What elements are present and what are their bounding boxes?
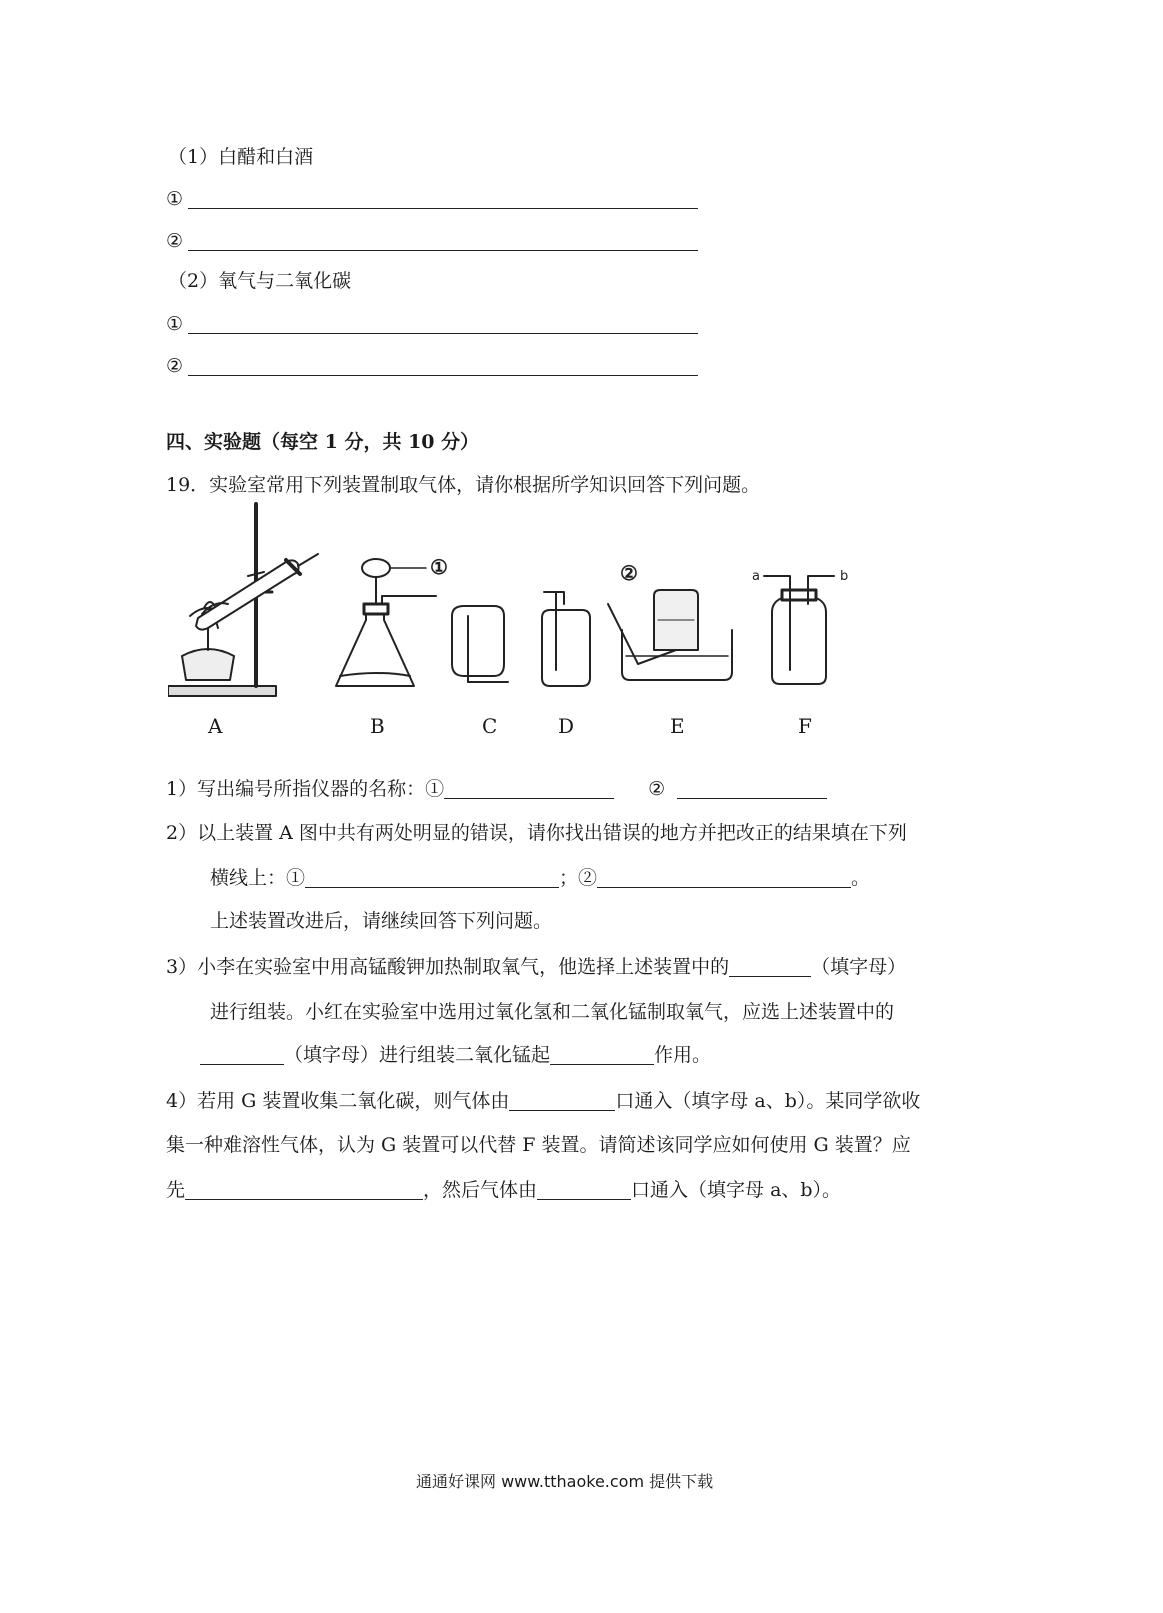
apparatus-f-gas-bottle bbox=[764, 576, 834, 684]
answer-line-q1-2[interactable] bbox=[188, 250, 698, 251]
part-2-text-b: ；② bbox=[559, 867, 598, 889]
apparatus-b-conical-flask bbox=[336, 559, 436, 686]
part-4-text-b: 口通入（填字母 a、b）。某同学欲收 bbox=[615, 1090, 921, 1112]
answer-line-q2-1[interactable] bbox=[188, 333, 698, 334]
part-2-line-3: 上述装置改进后，请继续回答下列问题。 bbox=[210, 910, 553, 932]
answer-blank-4-1[interactable] bbox=[509, 1110, 615, 1111]
part-4-text-e: 口通入（填字母 a、b）。 bbox=[631, 1179, 842, 1201]
section-heading: 四、实验题（每空 1 分，共 10 分） bbox=[166, 431, 480, 453]
answer-blank-3-2[interactable] bbox=[200, 1064, 284, 1065]
part-3-text-c: （填字母）进行组装二氧化锰起 bbox=[284, 1044, 551, 1066]
part-1-mark-2: ② bbox=[648, 778, 666, 800]
figure-label-d: D bbox=[558, 714, 575, 738]
part-2-text-a: 横线上：① bbox=[210, 867, 306, 889]
part-4-text-a: 4）若用 G 装置收集二氧化碳，则气体由 bbox=[166, 1090, 510, 1112]
answer-blank-3-3[interactable] bbox=[550, 1064, 654, 1065]
answer-mark-2: ② bbox=[166, 230, 184, 252]
port-b-label: b bbox=[840, 569, 849, 584]
part-2-line-1: 2）以上装置 A 图中共有两处明显的错误，请你找出错误的地方并把改正的结果填在下列 bbox=[166, 822, 907, 844]
apparatus-d-gas-jar bbox=[542, 592, 590, 686]
figure-label-a: A bbox=[208, 714, 223, 738]
apparatus-figure bbox=[168, 500, 868, 740]
part-3-text-a: 3）小李在实验室中用高锰酸钾加热制取氧气，他选择上述装置中的 bbox=[166, 956, 730, 978]
answer-blank-4-3[interactable] bbox=[537, 1199, 631, 1200]
figure-label-c: C bbox=[482, 714, 498, 738]
answer-blank-2-1[interactable] bbox=[305, 887, 559, 888]
apparatus-e-water-trough bbox=[608, 590, 732, 680]
part-2-text-c: 。 bbox=[851, 867, 871, 889]
figure-callout-2: ② bbox=[620, 561, 638, 585]
part-3-text-b: （填字母） bbox=[811, 956, 907, 978]
part-1 bbox=[166, 780, 827, 799]
question-19: 19．实验室常用下列装置制取气体，请你根据所学知识回答下列问题。 bbox=[166, 474, 761, 496]
apparatus-c-gas-jar bbox=[452, 606, 508, 682]
answer-line-q2-2[interactable] bbox=[188, 375, 698, 376]
apparatus-a-heating-setup bbox=[168, 504, 318, 696]
answer-line-q1-1[interactable] bbox=[188, 208, 698, 209]
answer-blank-1-1[interactable] bbox=[444, 798, 614, 799]
part-4-text-d: ，然后气体由 bbox=[423, 1179, 538, 1201]
figure-label-e: E bbox=[670, 714, 685, 738]
answer-mark-1: ① bbox=[166, 313, 184, 335]
figure-label-b: B bbox=[370, 714, 385, 738]
q2-title: （2）氧气与二氧化碳 bbox=[168, 270, 352, 292]
part-3-line-3 bbox=[200, 1046, 711, 1065]
part-3-line-1 bbox=[166, 958, 906, 977]
part-4-text-c: 先 bbox=[166, 1179, 186, 1201]
answer-mark-2: ② bbox=[166, 355, 184, 377]
q1-title: （1）白醋和白酒 bbox=[168, 146, 314, 168]
part-4-line-3 bbox=[166, 1181, 841, 1200]
part-4-line-1 bbox=[166, 1092, 920, 1111]
port-a-label: a bbox=[752, 569, 760, 584]
answer-blank-1-2[interactable] bbox=[677, 798, 827, 799]
part-4-line-2: 集一种难溶性气体，认为 G 装置可以代替 F 装置。请简述该同学应如何使用 G 装置？应 bbox=[166, 1134, 911, 1156]
answer-blank-4-2[interactable] bbox=[185, 1199, 423, 1200]
answer-mark-1: ① bbox=[166, 188, 184, 210]
page-footer: 通通好课网 www.tthaoke.com 提供下载 bbox=[416, 1472, 714, 1491]
part-2-line-2 bbox=[210, 869, 870, 888]
part-3-line-2: 进行组装。小红在实验室中选用过氧化氢和二氧化锰制取氧气，应选上述装置中的 bbox=[210, 1001, 895, 1023]
figure-label-f: F bbox=[798, 714, 812, 738]
answer-blank-2-2[interactable] bbox=[597, 887, 851, 888]
answer-blank-3-1[interactable] bbox=[729, 976, 811, 977]
part-3-text-d: 作用。 bbox=[654, 1044, 712, 1066]
figure-callout-1: ① bbox=[430, 555, 448, 579]
part-1-text: 1）写出编号所指仪器的名称：① bbox=[166, 778, 445, 800]
